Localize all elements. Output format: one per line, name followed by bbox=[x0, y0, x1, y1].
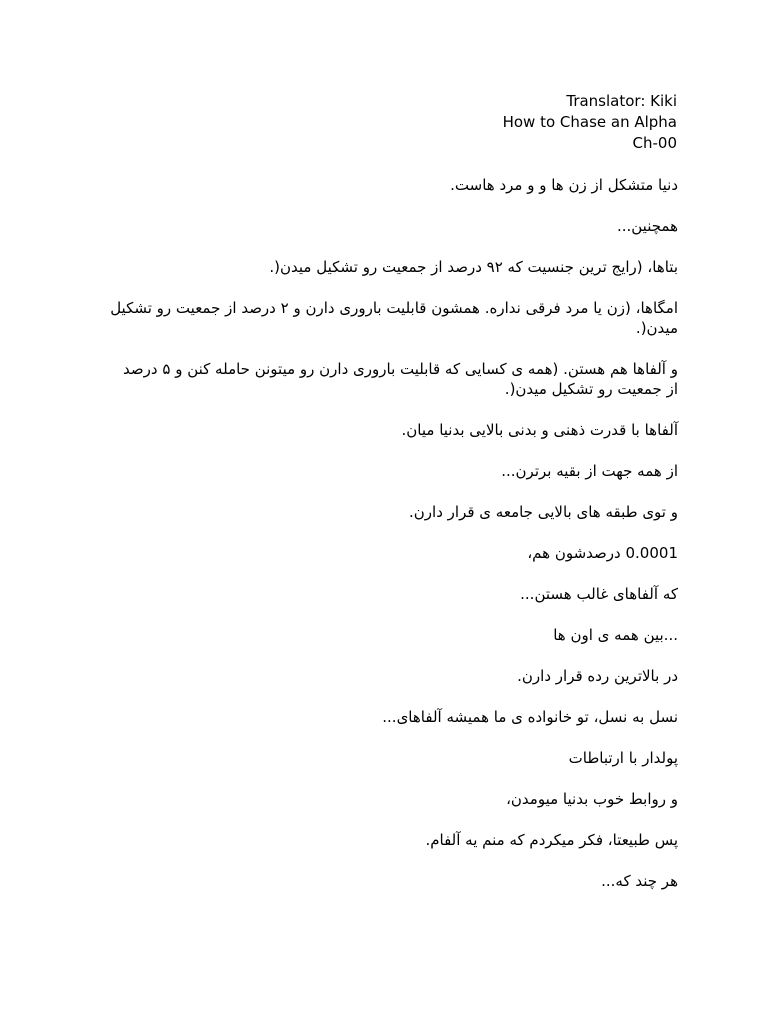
paragraph-11: ...بین همه ی اون ها bbox=[553, 626, 678, 644]
paragraph-9-text: درصدشون هم، bbox=[527, 544, 621, 562]
paragraph-6: آلفاها با قدرت ذهنی و بدنی بالایی بدنیا میان. bbox=[401, 421, 678, 439]
percent-value: 0.0001 bbox=[625, 544, 678, 562]
paragraph-7: از همه جهت از بقیه برترن... bbox=[501, 462, 678, 480]
paragraph-17: هر چند که... bbox=[601, 872, 678, 890]
paragraph-3: بتاها، (رایج ترین جنسیت که ۹۲ درصد از جمعیت رو تشکیل میدن(. bbox=[269, 258, 678, 276]
story-title: How to Chase an Alpha bbox=[502, 113, 677, 131]
paragraph-14: پولدار با ارتباطات bbox=[568, 749, 678, 767]
paragraph-2: همچنین... bbox=[616, 217, 678, 235]
paragraph-16: پس طبیعتا، فکر میکردم که منم یه آلفام. bbox=[425, 831, 678, 849]
story-body bbox=[108, 175, 678, 912]
chapter-label: Ch-00 bbox=[632, 134, 677, 152]
translator-credit: Translator: Kiki bbox=[566, 92, 677, 110]
paragraph-9 bbox=[108, 543, 678, 563]
paragraph-13: نسل به نسل، تو خانواده ی ما همیشه آلفاهای... bbox=[382, 708, 678, 726]
paragraph-5: و آلفاها هم هستن. (همه ی کسایی که قابلیت باروری دارن رو میتونن حامله کنن و ۵ درصد از جمعیت رو تشکیل میدن(. bbox=[123, 360, 678, 398]
document-header bbox=[117, 91, 677, 154]
paragraph-1: دنیا متشکل از زن ها و و مرد هاست. bbox=[450, 176, 678, 194]
paragraph-12: در بالاترین رده قرار دارن. bbox=[517, 667, 678, 685]
paragraph-10: که آلفاهای غالب هستن... bbox=[520, 585, 678, 603]
paragraph-15: و روابط خوب بدنیا میومدن، bbox=[506, 790, 678, 808]
paragraph-4: امگاها، (زن یا مرد فرقی نداره. همشون قابلیت باروری دارن و ۲ درصد از جمعیت رو تشکیل میدن(. bbox=[110, 299, 678, 337]
paragraph-8: و توی طبقه های بالایی جامعه ی قرار دارن. bbox=[409, 503, 678, 521]
